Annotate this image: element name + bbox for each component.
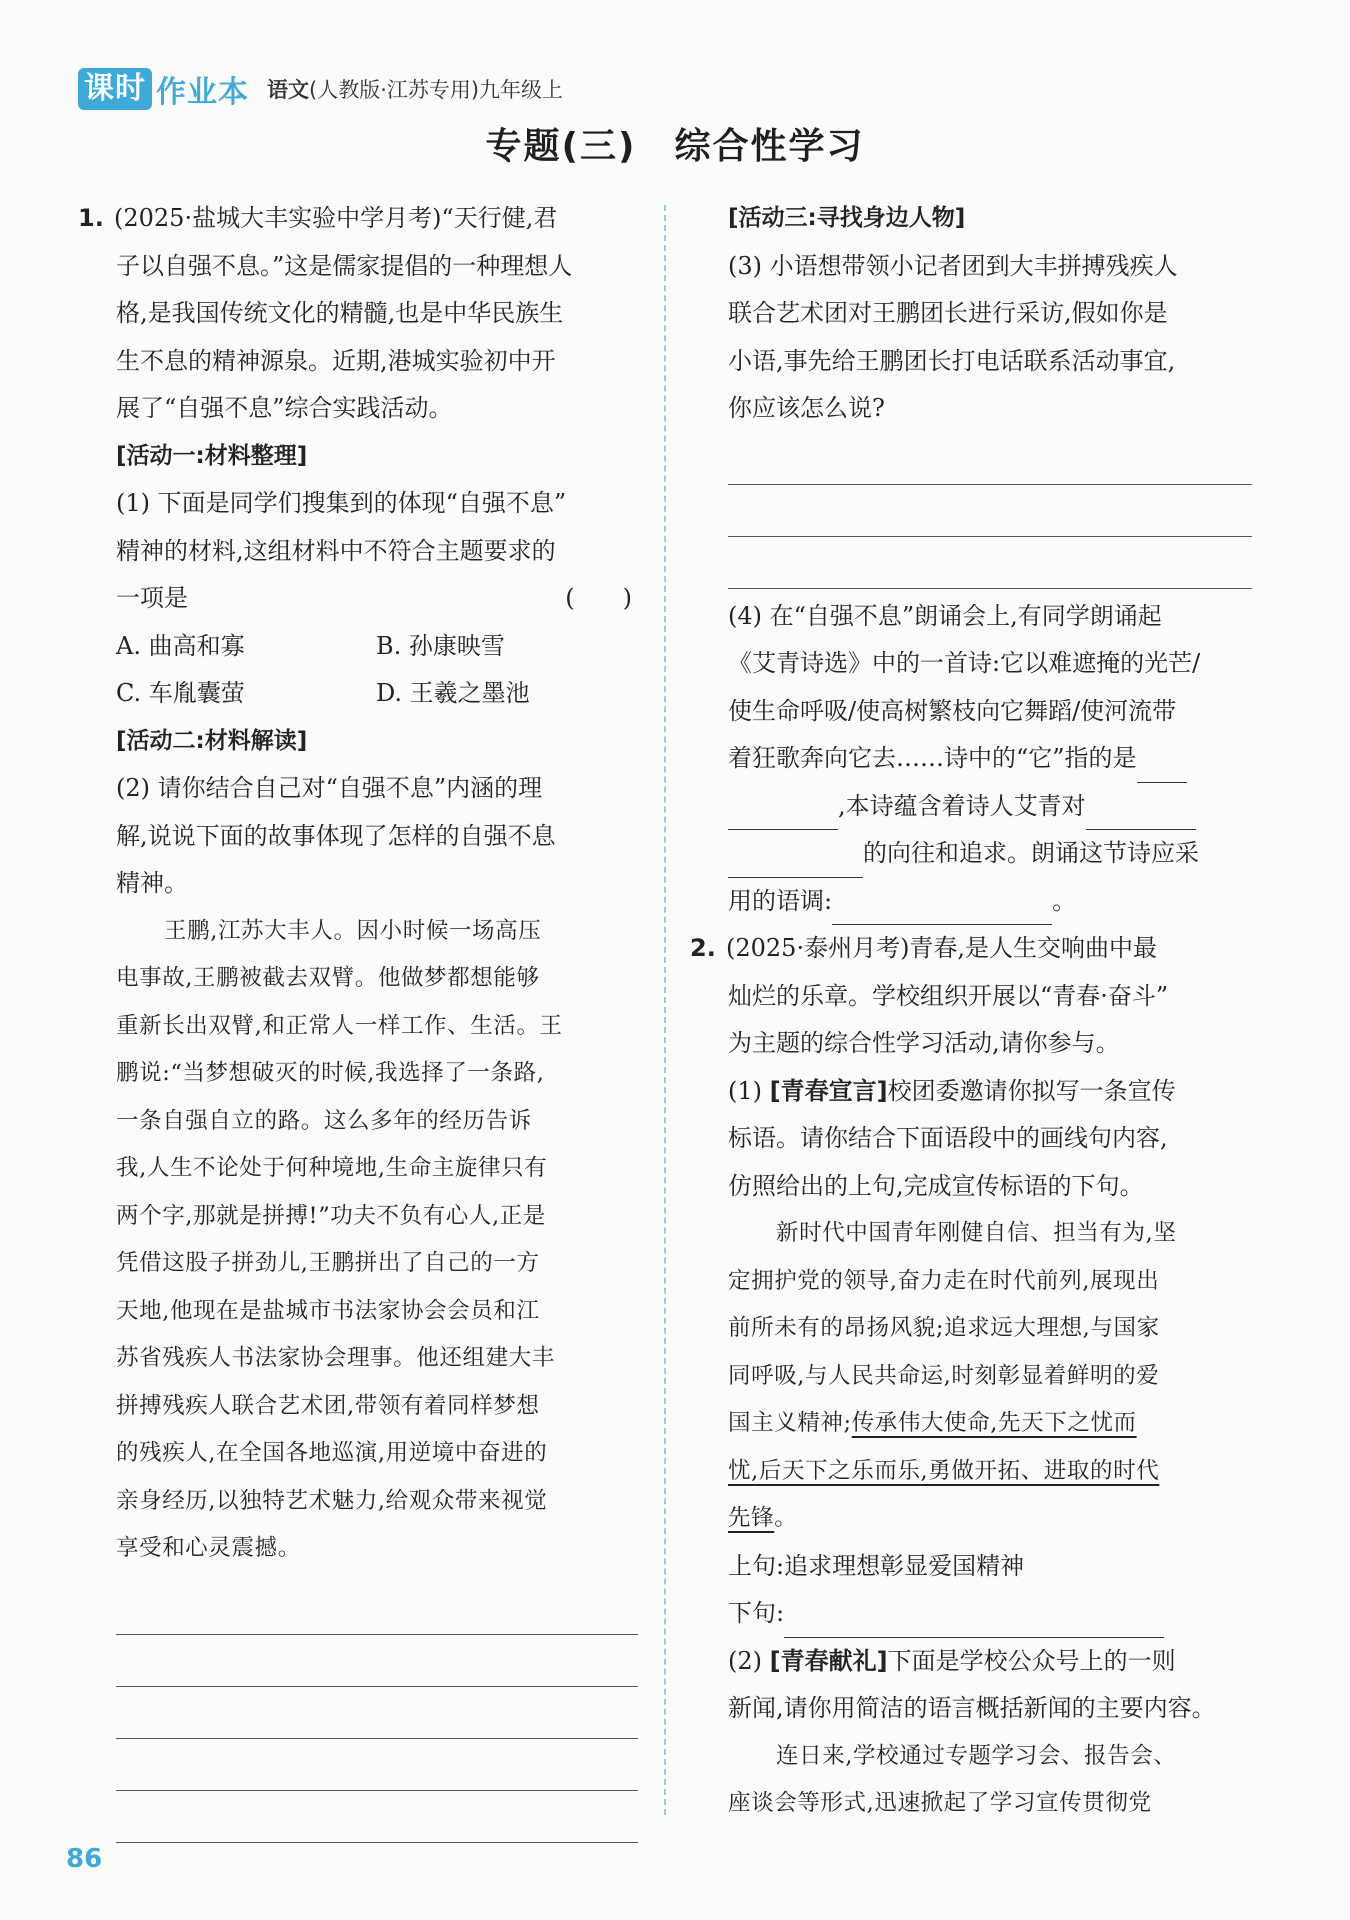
story-line: 我,人生不论处于何种境地,生命主旋律只有	[116, 1155, 548, 1181]
answer-line[interactable]	[116, 1687, 638, 1739]
answer-line[interactable]	[728, 485, 1252, 537]
story-line: 享受和心灵震撼。	[116, 1535, 301, 1561]
option-b[interactable]: B. 孙康映雪	[376, 631, 505, 660]
underlined-sentence: 忧,后天下之乐而乐,勇做开拓、进取的时代	[728, 1457, 1160, 1484]
fill-blank[interactable]	[728, 850, 863, 878]
q1-line: 生不息的精神源泉。近期,港城实验初中开	[116, 346, 556, 375]
answer-line[interactable]	[728, 433, 1252, 485]
activity-one-heading: [活动一:材料整理]	[116, 442, 308, 469]
story-line: 鹏说:“当梦想破灭的时候,我选择了一条路,	[116, 1060, 545, 1086]
story-line: 王鹏,江苏大丰人。因小时候一场高压	[164, 917, 542, 944]
q1-sub4-line: (4) 在“自强不息”朗诵会上,有同学朗诵起	[728, 601, 1162, 630]
answer-paren[interactable]: ( )	[565, 584, 632, 612]
q1-line: 展了“自强不息”综合实践活动。	[116, 394, 453, 422]
q2-line: 为主题的综合性学习活动,请你参与。	[728, 1029, 1120, 1057]
fill-blank[interactable]	[832, 897, 1052, 925]
lower-sentence: 下句:	[690, 1590, 1252, 1638]
logo-box: 课时	[78, 68, 152, 110]
q1-sub1-line: (1) 下面是同学们搜集到的体现“自强不息”	[116, 489, 567, 517]
story-line: 两个字,那就是拼搏!”功夫不负有心人,正是	[116, 1202, 546, 1229]
q1-line: 1. (2025·盐城大丰实验中学月考)“天行健,君	[78, 195, 638, 243]
fill-blank[interactable]	[1137, 755, 1187, 783]
story-line: 拼搏残疾人联合艺术团,带领有着同样梦想	[116, 1392, 540, 1419]
q1-sub3-line: 联合艺术团对王鹏团长进行采访,假如你是	[728, 299, 1168, 327]
answer-line[interactable]	[116, 1635, 638, 1687]
subject: 语文	[267, 78, 309, 102]
q2-sub2-line: 新闻,请你用简洁的语言概括新闻的主要内容。	[728, 1694, 1216, 1722]
underlined-sentence: 传承伟大使命,先天下之忧而	[851, 1410, 1137, 1436]
option-a[interactable]: A. 曲高和寡	[116, 631, 245, 660]
book-info	[267, 74, 563, 104]
q1-sub1-line: 精神的材料,这组材料中不符合主题要求的	[116, 536, 556, 565]
q1-sub4-line: 用的语调: 。	[690, 878, 1252, 926]
passage-line: 先锋。	[728, 1505, 798, 1531]
news-line: 座谈会等形式,迅速掀起了学习宣传贯彻党	[728, 1790, 1152, 1816]
logo	[78, 66, 249, 112]
passage-line: 前所未有的昂扬风貌;追求远大理想,与国家	[728, 1315, 1160, 1341]
logo-text: 作业本	[156, 75, 249, 110]
story-line: 天地,他现在是盐城市书法家协会会员和江	[116, 1297, 540, 1324]
edition: (人教版·江苏专用)九年级上	[309, 78, 564, 102]
q1-sub4-line: 使生命呼吸/使高树繁枝向它舞蹈/使河流带	[728, 696, 1177, 725]
option-d[interactable]: D. 王羲之墨池	[376, 679, 530, 707]
passage-line: 定拥护党的领导,奋力走在时代前列,展现出	[728, 1267, 1160, 1294]
header	[78, 64, 563, 114]
q2-sub1-line: (1) [青春宣言]校团委邀请你拟写一条宣传	[728, 1076, 1176, 1105]
q2-line: 2. (2025·泰州月考)青春,是人生交响曲中最	[690, 925, 1252, 973]
answer-line[interactable]	[116, 1791, 638, 1843]
story-line: 重新长出双臂,和正常人一样工作、生活。王	[116, 1012, 563, 1039]
q1-sub1-line: 一项是 ( )	[78, 575, 638, 623]
q1-sub4-line: 的向往和追求。朗诵这节诗应采	[690, 830, 1252, 878]
q1-line: 格,是我国传统文化的精髓,也是中华民族生	[116, 299, 564, 327]
upper-sentence: 上句:追求理想彰显爱国精神	[728, 1551, 1025, 1580]
story-line: 亲身经历,以独特艺术魅力,给观众带来视觉	[116, 1487, 548, 1514]
q1-sub2-line: (2) 请你结合自己对“自强不息”内涵的理	[116, 774, 543, 802]
fill-blank[interactable]	[1086, 802, 1196, 830]
story-line: 苏省残疾人书法家协会理事。他还组建大丰	[116, 1345, 555, 1371]
passage-line: 国主义精神;传承伟大使命,先天下之忧而	[728, 1410, 1137, 1436]
q2-sub2-line: (2) [青春献礼]下面是学校公众号上的一则	[728, 1646, 1176, 1675]
story-passage	[78, 908, 638, 1573]
q2-sub1-line: 仿照给出的上句,完成宣传标语的下句。	[728, 1171, 1144, 1200]
story-line: 一条自强自立的路。这么多年的经历告诉	[116, 1107, 532, 1134]
story-line: 凭借这股子拼劲儿,王鹏拼出了自己的一方	[116, 1250, 540, 1276]
fill-blank[interactable]	[784, 1610, 1164, 1638]
q1-sub4-line: 《艾青诗选》中的一首诗:它以难遮掩的光芒/	[728, 649, 1201, 677]
activity-three-heading: [活动三:寻找身边人物]	[728, 205, 966, 231]
story-line: 的残疾人,在全国各地巡演,用逆境中奋进的	[116, 1440, 548, 1466]
q1-sub2-line: 精神。	[116, 869, 188, 897]
options-row	[78, 623, 638, 671]
youth-passage	[690, 1210, 1252, 1543]
page-title: 专题(三) 综合性学习	[485, 126, 865, 167]
page-number: 86	[66, 1844, 103, 1874]
q1-line: 子以自强不息。”这是儒家提倡的一种理想人	[116, 251, 573, 280]
news-line: 连日来,学校通过专题学习会、报告会、	[776, 1742, 1177, 1769]
q1-sub4-line: 着狂歌奔向它去……诗中的“它”指的是	[690, 735, 1252, 783]
option-c[interactable]: C. 车胤囊萤	[116, 679, 245, 707]
column-divider	[664, 205, 666, 1815]
q1-number: 1.	[78, 204, 104, 232]
answer-line[interactable]	[116, 1583, 638, 1635]
youth-declaration-tag: [青春宣言]	[769, 1076, 888, 1105]
fill-blank[interactable]	[728, 802, 838, 830]
right-column	[690, 195, 1252, 1828]
activity-two-heading: [活动二:材料解读]	[116, 727, 308, 754]
q2-line: 灿烂的乐章。学校组织开展以“青春·奋斗”	[728, 981, 1169, 1010]
story-line: 电事故,王鹏被截去双臂。他做梦都想能够	[116, 965, 540, 991]
passage-line: 同呼吸,与人民共命运,时刻彰显着鲜明的爱	[728, 1362, 1160, 1389]
options-row	[78, 670, 638, 718]
passage-line	[690, 1448, 1252, 1496]
q1-sub3-line: (3) 小语想带领小记者团到大丰拼搏残疾人	[728, 251, 1178, 280]
q1-sub2-line: 解,说说下面的故事体现了怎样的自强不息	[116, 821, 556, 850]
passage-line: 新时代中国青年刚健自信、担当有为,坚	[776, 1220, 1177, 1246]
answer-line[interactable]	[728, 537, 1252, 589]
underlined-sentence: 先锋	[728, 1505, 775, 1531]
youth-tribute-tag: [青春献礼]	[769, 1646, 888, 1675]
q2-sub1-line: 标语。请你结合下面语段中的画线句内容,	[728, 1124, 1168, 1152]
q1-sub3-line: 小语,事先给王鹏团长打电话联系活动事宜,	[728, 346, 1176, 375]
q1-sub4-line: ,本诗蕴含着诗人艾青对	[690, 783, 1252, 831]
q2-number: 2.	[690, 934, 716, 962]
q1-sub3-line: 你应该怎么说?	[728, 394, 885, 422]
left-column	[78, 195, 638, 1843]
answer-line[interactable]	[116, 1739, 638, 1791]
news-passage	[690, 1733, 1252, 1828]
